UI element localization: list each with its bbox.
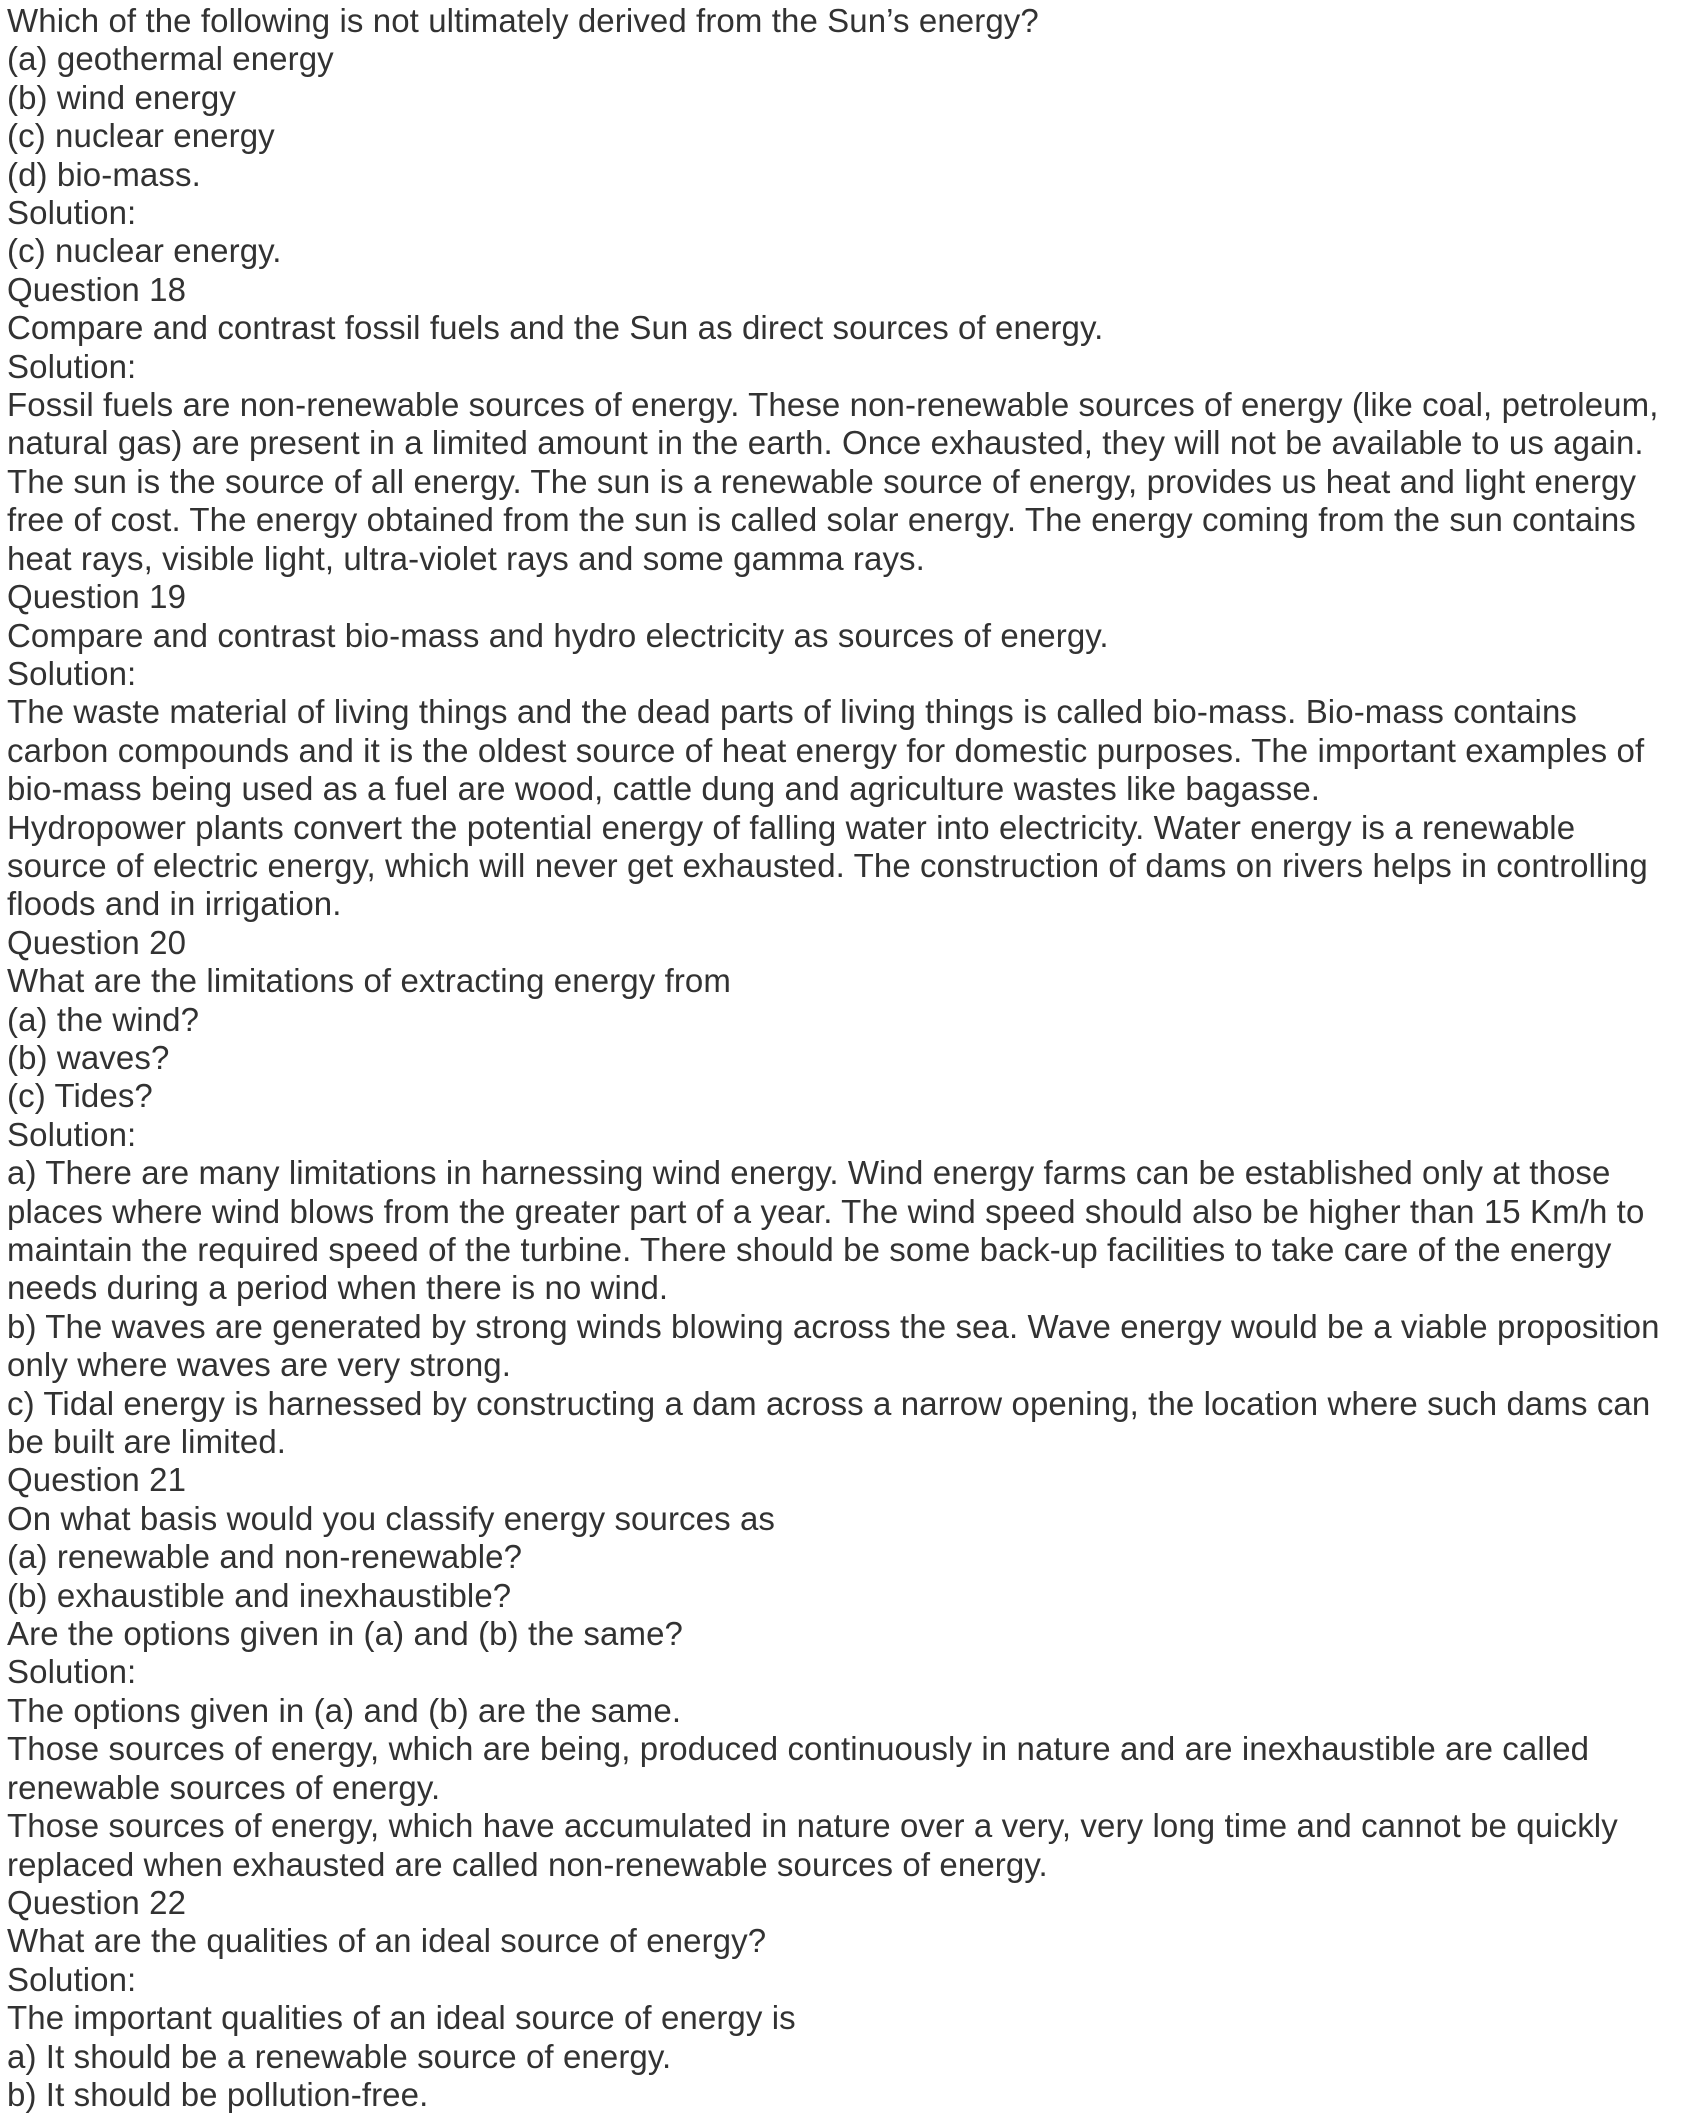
text-line: (a) geothermal energy (7, 40, 334, 78)
text-line: only where waves are very strong. (7, 1346, 512, 1384)
text-line: Question 22 (7, 1883, 187, 1921)
text-line: be built are limited. (7, 1423, 287, 1461)
text-line: (c) Tides? (7, 1077, 153, 1115)
text-line: free of cost. The energy obtained from the sun is called solar energy. The energy coming from the sun contains (7, 501, 1636, 539)
text-line: carbon compounds and it is the oldest source of heat energy for domestic purposes. The important examples of (7, 731, 1645, 769)
text-line: source of electric energy, which will never get exhausted. The construction of dams on rivers helps in controlling (7, 846, 1648, 884)
document-body (7, 2, 1690, 2113)
text-line: Solution: (7, 194, 137, 232)
text-line: Solution: (7, 1960, 137, 1998)
text-line: The important qualities of an ideal source of energy is (7, 1999, 796, 2037)
text-line: natural gas) are present in a limited amount in the earth. Once exhausted, they will not be available to us again. (7, 424, 1644, 462)
text-line: maintain the required speed of the turbine. There should be some back-up facilities to take care of the energy (7, 1231, 1612, 1268)
text-line: Question 18 (7, 270, 187, 308)
text-line: (b) wind energy (7, 78, 236, 116)
text-line: floods and in irrigation. (7, 885, 342, 923)
text-line: (b) waves? (7, 1038, 170, 1076)
text-line: (d) bio-mass. (7, 155, 201, 193)
text-line: Question 21 (7, 1461, 187, 1499)
text-line: a) There are many limitations in harnessing wind energy. Wind energy farms can be established only at those (7, 1154, 1611, 1192)
text-line: On what basis would you classify energy sources as (7, 1499, 776, 1537)
text-line: Question 19 (7, 578, 187, 616)
text-line: Hydropower plants convert the potential energy of falling water into electricity. Water energy is a renewable (7, 808, 1576, 846)
text-line: Solution: (7, 1115, 137, 1153)
text-line: Those sources of energy, which are being, produced continuously in nature and are inexhaustible are called (7, 1730, 1590, 1768)
text-line: Are the options given in (a) and (b) the same? (7, 1615, 683, 1653)
text-line: The waste material of living things and the dead parts of living things is called bio-mass. Bio-mass contains (7, 693, 1578, 731)
text-line: Solution: (7, 347, 137, 385)
text-line: (b) exhaustible and inexhaustible? (7, 1576, 512, 1614)
text-line: bio-mass being used as a fuel are wood, cattle dung and agriculture wastes like bagasse. (7, 770, 1321, 808)
text-line: b) The waves are generated by strong winds blowing across the sea. Wave energy would be a viable proposition (7, 1307, 1660, 1345)
text-line: What are the limitations of extracting energy from (7, 962, 731, 1000)
text-line: replaced when exhausted are called non-renewable sources of energy. (7, 1845, 1048, 1883)
text-line: The options given in (a) and (b) are the same. (7, 1691, 682, 1729)
text-line: (a) renewable and non-renewable? (7, 1538, 523, 1576)
text-line: (c) nuclear energy (7, 117, 275, 155)
text-line: Those sources of energy, which have accumulated in nature over a very, very long time and cannot be quickly (7, 1807, 1618, 1845)
text-line: What are the qualities of an ideal source of energy? (7, 1922, 767, 1960)
text-line: (a) the wind? (7, 1000, 200, 1038)
text-line: Which of the following is not ultimately derived from the Sun’s energy? (7, 2, 1039, 39)
text-line: b) It should be pollution-free. (7, 2075, 429, 2113)
text-line: Compare and contrast fossil fuels and the Sun as direct sources of energy. (7, 309, 1104, 347)
text-line: needs during a period when there is no wind. (7, 1269, 669, 1307)
text-line: The sun is the source of all energy. The sun is a renewable source of energy, provides us heat and light energy (7, 462, 1637, 500)
text-line: Compare and contrast bio-mass and hydro electricity as sources of energy. (7, 616, 1109, 654)
text-line: places where wind blows from the greater part of a year. The wind speed should also be higher than 15 Km/h to (7, 1192, 1645, 1230)
text-line: (c) nuclear energy. (7, 232, 282, 270)
text-line: c) Tidal energy is harnessed by constructing a dam across a narrow opening, the location where such dams can (7, 1384, 1651, 1422)
text-line: Question 20 (7, 923, 187, 961)
text-line: Fossil fuels are non-renewable sources of energy. These non-renewable sources of energy (like coal, petroleum, (7, 386, 1659, 424)
text-line: renewable sources of energy. (7, 1768, 441, 1806)
text-line: a) It should be a renewable source of energy. (7, 2037, 672, 2075)
text-line: heat rays, visible light, ultra-violet rays and some gamma rays. (7, 539, 925, 577)
text-line: Solution: (7, 654, 137, 692)
text-line: Solution: (7, 1653, 137, 1691)
